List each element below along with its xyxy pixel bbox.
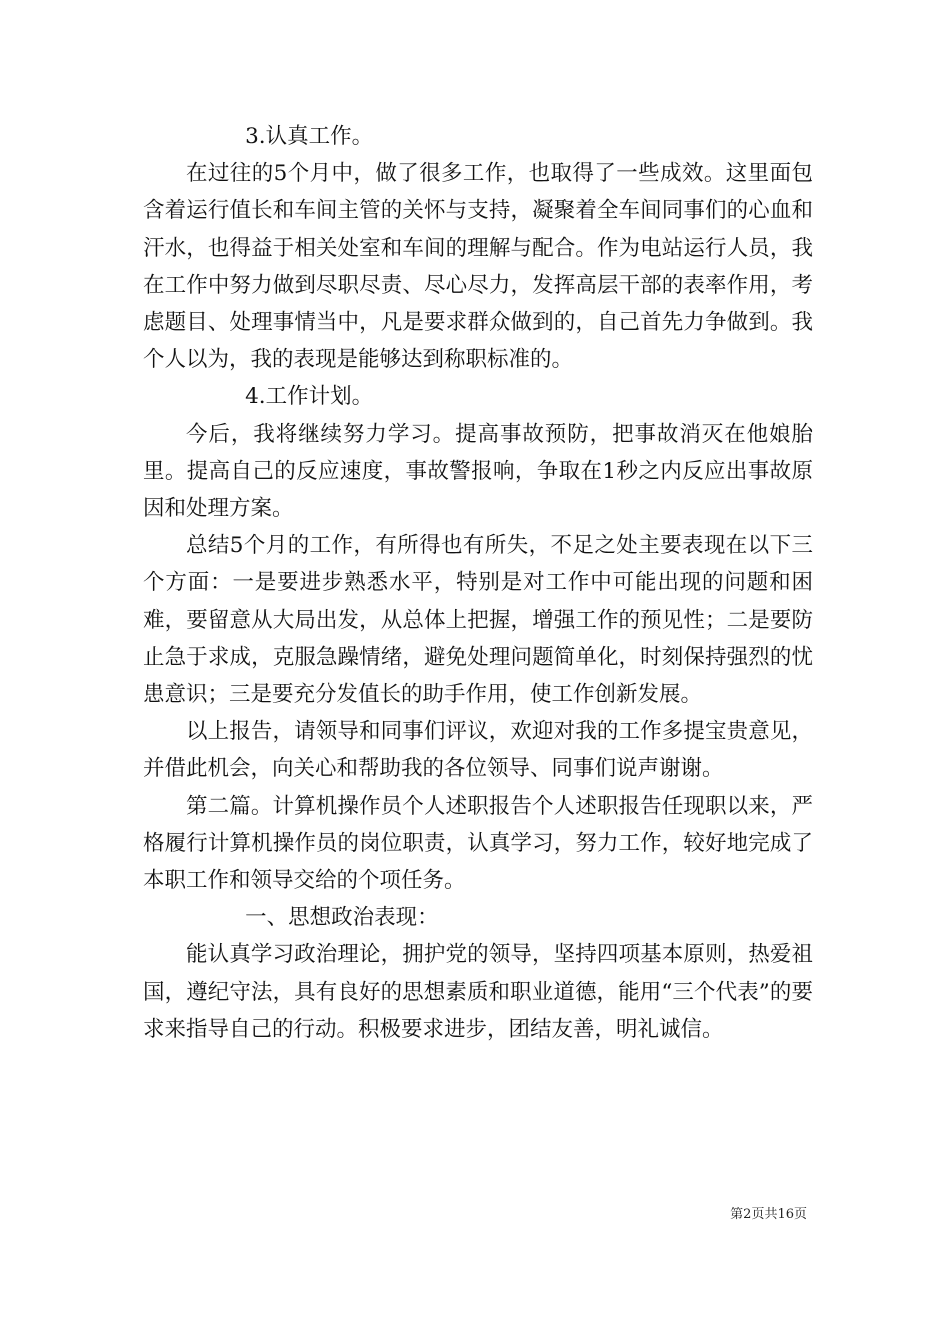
- page-number-footer: 第2页共16页: [730, 1207, 807, 1222]
- paragraph-closing: 以上报告，请领导和同事们评议，欢迎对我的工作多提宝贵意见，并借此机会，向关心和帮助我的各位领导、同事们说声谢谢。: [143, 719, 813, 782]
- section-heading-4: 4.工作计划。: [245, 384, 374, 410]
- paragraph-shortcomings: 总结5个月的工作，有所得也有所失，不足之处主要表现在以下三个方面：一是要进步熟悉水平，特别是对工作中可能出现的问题和困难，要留意从大局出发，从总体上把握，增强工作的预见性；二是要防止急于求成，克服急躁情绪，避免处理问题简单化，时刻保持强烈的忧患意识；三是要充分发值长的助手作用，使工作创新发展。: [143, 533, 813, 708]
- paragraph-political-performance: 能认真学习政治理论，拥护党的领导，坚持四项基本原则，热爱祖国，遵纪守法，具有良好的思想素质和职业道德，能用“三个代表”的要求来指导自己的行动。积极要求进步，团结友善，明礼诚信。: [143, 942, 813, 1042]
- paragraph-work-summary: 在过往的5个月中，做了很多工作，也取得了一些成效。这里面包含着运行值长和车间主管的关怀与支持，凝聚着全车间同事们的心血和汗水，也得益于相关处室和车间的理解与配合。作为电站运行人员，我在工作中努力做到尽职尽责、尽心尽力，发挥高层干部的表率作用，考虑题目、处理事情当中，凡是要求群众做到的，自己首先力争做到。我个人以为，我的表现是能够达到称职标准的。: [143, 161, 813, 373]
- section-heading-political: 一、思想政治表现：: [245, 905, 439, 931]
- page-body: [143, 118, 813, 1048]
- paragraph-second-report-intro: 第二篇。计算机操作员个人述职报告个人述职报告任现职以来，严格履行计算机操作员的岗位职责，认真学习，努力工作，较好地完成了本职工作和领导交给的个项任务。: [143, 793, 813, 894]
- paragraph-work-plan: 今后，我将继续努力学习。提高事故预防，把事故消灭在他娘胎里。提高自己的反应速度，事故警报响，争取在1秒之内反应出事故原因和处理方案。: [143, 421, 813, 522]
- section-heading-3: 3.认真工作。: [245, 124, 374, 149]
